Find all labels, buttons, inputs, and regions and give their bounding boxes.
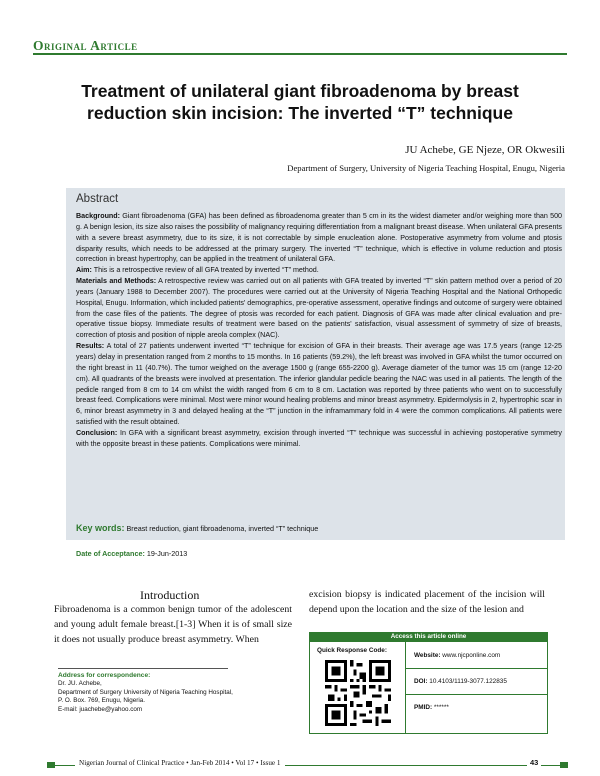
keywords-label: Key words: (76, 523, 125, 533)
introduction-heading: Introduction (140, 588, 200, 602)
results-text: A total of 27 patients underwent inverted “T” technique for excision of GFA in their breasts. Their average age was 17.5 years (range 12-25 years) delay in presentation ranged from 2 months to 15 months. In 16 patients (59.2%), the left breast was involved in GFA whilst the tumor occurred on the right breast in 11 (40.7%). The tumor weighed on the average 1500 g (range 655-2200 g). Average diameter of the tumor was 15 cm (range 12-20 cm). All quadrants of the breasts were involved at presentation. The inferior glandular pedicle bearing the NAC was used in all patients. The length of the pedicle ranged from 8 cm to 14 cm whilst the width ranged from 6 cm to 8 cm. Lactation was reported by three patients who went on to successfully breast feed. Complications were minimal. Most were minor wound healing problems and minor breast asymmetry. Epidermolysis in 2, hypertrophic scar in 6, minor breast asymmetry in 3 and delayed healing at the “T” junction in the inframammary fold in 4 were the common complications. All patients were satisfied with the result obtained. (76, 342, 562, 427)
correspondence-line: P. O. Box. 769, Enugu, Nigeria. (58, 697, 146, 705)
introduction-continued: excision biopsy is indicated placement of the incision will depend upon the location and the size of the lesion and (309, 589, 545, 615)
background-label: Background: (76, 212, 121, 220)
conclusion-label: Conclusion: (76, 428, 118, 437)
abstract-conclusion (76, 428, 562, 450)
methods-label: Materials and Methods: (76, 277, 157, 286)
results-label: Results: (76, 342, 105, 351)
doi-link[interactable]: 10.4103/1119-3077.122835 (429, 678, 507, 685)
acceptance-label: Date of Acceptance: (76, 549, 145, 558)
correspondence-divider (58, 668, 228, 669)
abstract-results (76, 341, 562, 428)
footer-marker-right (560, 762, 568, 768)
pmid-label: PMID: (414, 704, 433, 711)
correspondence-heading: Address for correspondence: (58, 672, 151, 679)
correspondence-email[interactable]: E-mail: juachebe@yahoo.com (58, 705, 143, 713)
footer-marker-left (47, 762, 55, 768)
qr-label: Quick Response Code: (317, 647, 387, 654)
access-heading: Access this article online (309, 632, 548, 642)
keywords-text: Breast reduction, giant fibroadenoma, inverted “T” technique (126, 524, 319, 533)
section-label: Original Article (33, 38, 138, 53)
access-row-divider (406, 668, 547, 669)
correspondence-line: Dr. JU. Achebe, (58, 680, 102, 688)
acceptance-value: 19-Jun-2013 (146, 549, 188, 558)
page-number: 43 (527, 758, 541, 767)
website-label: Website: (414, 652, 441, 659)
author-list: JU Achebe, GE Njeze, OR Okwesili (405, 144, 565, 156)
aim-label: Aim: (76, 266, 92, 275)
affiliation: Department of Surgery, University of Nigeria Teaching Hospital, Enugu, Nigeria (287, 163, 565, 173)
section-divider (33, 53, 567, 55)
abstract-body (76, 211, 562, 450)
abstract-methods (76, 276, 562, 341)
abstract-heading: Abstract (76, 193, 119, 205)
abstract-aim (76, 265, 562, 276)
aim-text: This is a retrospective review of all GFA treated by inverted “T” method. (93, 266, 319, 275)
background-text: Giant fibroadenoma (GFA) has been defined as fibroadenoma greater than 5 cm in its the widest diameter and/or weighing more than 500 g. A benign lesion, its size also raises the possibility of malignancy requiring differentiation from a malignant breast disease. When unilateral GFA presents with a severe breast asymmetry, due to its size, it is not correctable by simple enucleation alone. Postoperative asymmetry from volume and ptosis disparity results, which needs to be addressed at the primary surgery. The inverted “T” technique, which is effective in volume reduction and ptosis correction in breast hypertrophy, can be applied in the treatment of unilateral GFA. (76, 212, 563, 264)
acceptance-date (76, 549, 187, 558)
abstract-background (76, 211, 562, 265)
footer-journal: Nigerian Journal of Clinical Practice • Jan-Feb 2014 • Vol 17 • Issue 1 (75, 759, 285, 767)
correspondence-line: Department of Surgery University of Nigeria Teaching Hospital, (58, 688, 233, 696)
conclusion-text: In GFA with a significant breast asymmetry, excision through inverted “T” technique was successful in achieving postoperative symmetry with the opposite breast in these patients. Complications were minimal. (76, 428, 562, 448)
pmid-row (414, 704, 449, 711)
introduction-text: Fibroadenoma is a common benign tumor of the adolescent and young adult female breast.[1-3] When it is of small size it does not usually produce breast asymmetry. When (54, 604, 292, 645)
pmid-value: ****** (433, 704, 449, 711)
methods-text: A retrospective review was carried out on all patients with GFA treated by inverted “T” skin pattern method over a period of 20 years (January 1988 to December 2007). The procedures were carried out at the University of Nigeria Teaching Hospital and the National Orthopedic Hospital, Enugu. Information, which included patients' demographics, pre-operative assessment, operative findings and outcome of surgery were obtained from the case files of the patients. The degree of ptosis was recorded for each patient. Diagnosis of GFA was made after clinical evaluation and pre-operative tissue biopsy. Immediate results of treatment were based on the patients' satisfaction, visual assessment of symmetry of size of breasts, correction of ptosis and position of nipple areola complex (NAC). (76, 277, 563, 340)
keywords (76, 523, 318, 533)
access-row-divider (406, 694, 547, 695)
website-link[interactable]: www.njcponline.com (442, 652, 501, 659)
qr-code-icon[interactable] (325, 660, 391, 726)
doi-label: DOI: (414, 678, 428, 685)
article-title: Treatment of unilateral giant fibroadenoma by breast reduction skin incision: The inverted “T” technique (81, 81, 519, 123)
access-divider (405, 642, 406, 733)
website-row (414, 652, 500, 659)
correspondence-block (58, 672, 233, 714)
doi-row (414, 678, 507, 685)
